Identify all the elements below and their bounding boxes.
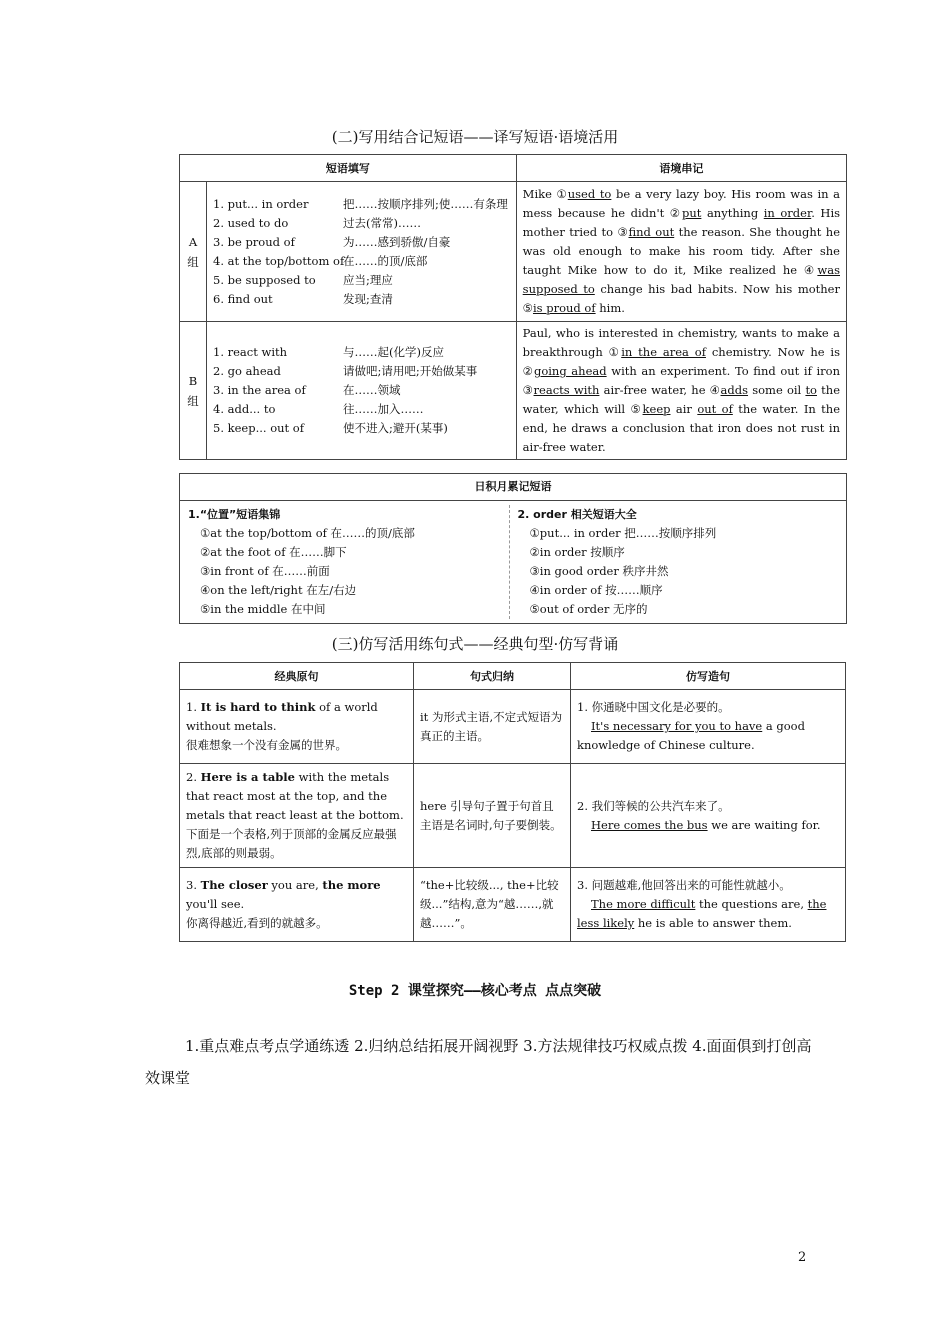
header-imitate: 仿写造句 <box>571 663 846 690</box>
phrase-en: 3. be proud of <box>213 234 295 249</box>
phrase-en: 1. react with <box>213 345 288 359</box>
group-b-phrases <box>207 322 517 460</box>
answer-blank: keep <box>642 402 671 416</box>
phrase-en: 4. at the top/bottom of <box>213 253 345 268</box>
group-a-phrase-6 <box>213 290 510 309</box>
context-text: the reason. She thought he was old enough to make his room tidy. After she taught Mike how to do it, Mike realized he ④ <box>522 225 840 277</box>
header-phrase-fill: 短语填写 <box>180 155 517 182</box>
phrase-en: 5. be supposed to <box>213 272 316 287</box>
context-text: . His mother tried to ③ <box>522 206 841 239</box>
group-a-label: A 组 <box>180 182 207 322</box>
phrase-en: 2. used to do <box>213 215 289 230</box>
context-text: the water. In the end, he draws a conclusion that iron does not rust in air-free water. <box>522 402 840 454</box>
order-item-3: ③in good order 秩序井然 <box>529 564 669 578</box>
header-original: 经典原句 <box>180 663 414 690</box>
header-pattern: 句式归纳 <box>414 663 571 690</box>
phrase-cn: 应当;理应 <box>343 272 393 287</box>
accumulate-title: 日积月累记短语 <box>180 474 846 501</box>
order-item-1: ①put... in order 把……按顺序排列 <box>529 526 717 540</box>
original-sentence-2: 2. Here is a table with the metals that react most at the top, and the metals that react least at the bottom. 下面是一个表格,列于顶部的金属反应最强烈,底部的则最弱。 <box>180 764 414 868</box>
context-text: him. <box>595 301 625 315</box>
group-b-label: B 组 <box>180 322 207 460</box>
phrase-cn: 发现;查清 <box>343 291 393 306</box>
group-a-phrase-5 <box>213 271 510 290</box>
original-sentence-3: 3. The closer you are, the more you'll see. 你离得越近,看到的就越多。 <box>180 868 414 942</box>
answer-blank: out of <box>697 402 733 416</box>
answer-blank: is proud of <box>532 301 596 315</box>
group-b-phrase-3 <box>213 381 510 400</box>
order-item-5: ⑤out of order 无序的 <box>529 602 648 616</box>
phrase-en: 3. in the area of <box>213 383 306 397</box>
group-a-phrase-1 <box>213 195 510 214</box>
position-item-4: ④on the left/right 在左/右边 <box>200 583 357 597</box>
order-phrases <box>509 505 839 619</box>
answer-blank: used to <box>567 187 612 201</box>
phrase-en: 4. add... to <box>213 402 276 416</box>
group-b-phrase-4 <box>213 400 510 419</box>
context-text: the water, which will ⑤ <box>522 383 841 416</box>
phrase-cn: 把……按顺序排列;使……有条理 <box>343 196 508 211</box>
answer-blank: in order <box>763 206 812 220</box>
group-a-phrase-4 <box>213 252 510 271</box>
answer-blank: going ahead <box>533 364 607 378</box>
answer-blank: was supposed to <box>522 263 840 296</box>
context-text: some oil <box>748 383 806 397</box>
answer-blank: to <box>805 383 817 397</box>
original-sentence-1: 1. It is hard to think of a world without metals. 很难想象一个没有金属的世界。 <box>180 690 414 764</box>
phrase-cn: 使不进入;避开(某事) <box>343 421 448 435</box>
step-heading: Step 2 课堂探究——核心考点 点点突破 <box>348 983 602 999</box>
position-phrases-title: 1.“位置”短语集锦 <box>188 508 281 521</box>
context-text: anything <box>701 206 764 220</box>
imitate-2: 2. 我们等候的公共汽车来了。 Here comes the bus we are waiting for. <box>571 764 846 868</box>
answer-blank: adds <box>720 383 749 397</box>
context-text: chemistry. Now he is ② <box>522 345 840 378</box>
group-a-phrase-3 <box>213 233 510 252</box>
phrase-cn: 与……起(化学)反应 <box>343 345 444 359</box>
imitate-1: 1. 你通晓中国文化是必要的。 It's necessary for you to have a good knowledge of Chinese culture. <box>571 690 846 764</box>
pattern-2: here 引导句子置于句首且主语是名词时,句子要倒装。 <box>414 764 571 868</box>
context-text: Paul, who is interested in chemistry, wants to make a breakthrough ① <box>522 326 840 359</box>
order-phrases-title: 2. order 相关短语大全 <box>517 508 637 521</box>
order-item-2: ②in order 按顺序 <box>529 545 625 559</box>
sentence-table <box>179 662 846 942</box>
context-text: with an experiment. To find out if iron ③ <box>522 364 840 397</box>
group-b-phrase-2 <box>213 362 510 381</box>
phrase-en: 2. go ahead <box>213 364 281 378</box>
pattern-1: it 为形式主语,不定式短语为真正的主语。 <box>414 690 571 764</box>
context-text: change his bad habits. Now his mother ⑤ <box>522 282 840 315</box>
position-phrases <box>188 505 509 619</box>
group-b-context <box>516 322 846 460</box>
pattern-3: “the+比较级..., the+比较级...”结构,意为“越……,就越……”。 <box>414 868 571 942</box>
group-a-phrase-2 <box>213 214 510 233</box>
group-a-context <box>516 182 846 322</box>
answer-blank: find out <box>628 225 675 239</box>
position-item-3: ③in front of 在……前面 <box>200 564 330 578</box>
page-number: 2 <box>798 1250 807 1265</box>
header-context: 语境串记 <box>516 155 846 182</box>
phrase-table <box>179 154 847 460</box>
phrase-cn: 在……的顶/底部 <box>343 253 428 268</box>
group-b-phrase-1 <box>213 343 510 362</box>
context-text: air <box>670 402 698 416</box>
phrase-cn: 请做吧;请用吧;开始做某事 <box>343 364 478 378</box>
phrase-en: 1. put... in order <box>213 196 309 211</box>
step-paragraph: 1.重点难点考点学通练透 2.归纳总结拓展开阔视野 3.方法规律技巧权威点拨 4.面面俱到打创高效课堂 <box>145 1037 812 1087</box>
accumulate-box <box>179 473 847 624</box>
section-title-sentences: (三)仿写活用练句式——经典句型·仿写背诵 <box>331 635 619 653</box>
answer-blank: reacts with <box>533 383 600 397</box>
context-text: air-free water, he ④ <box>599 383 721 397</box>
phrase-cn: 在……领域 <box>343 383 401 397</box>
position-item-2: ②at the foot of 在……脚下 <box>200 545 347 559</box>
answer-blank: put <box>682 206 702 220</box>
imitate-3: 3. 问题越难,他回答出来的可能性就越小。 The more difficult the questions are, the less likely he is able to answer them. <box>571 868 846 942</box>
group-b-phrase-5 <box>213 419 510 438</box>
group-a-phrases <box>207 182 517 322</box>
answer-blank: in the area of <box>621 345 706 359</box>
context-text: be a very lazy boy. His room was in a mess because he didn't ② <box>522 187 841 220</box>
phrase-en: 6. find out <box>213 291 273 306</box>
phrase-cn: 为……感到骄傲/自豪 <box>343 234 451 249</box>
context-text: Mike ① <box>522 187 568 201</box>
section-title-phrases: (二)写用结合记短语——译写短语·语境活用 <box>331 128 619 146</box>
position-item-5: ⑤in the middle 在中间 <box>200 602 326 616</box>
position-item-1: ①at the top/bottom of 在……的顶/底部 <box>200 526 415 540</box>
order-item-4: ④in order of 按……顺序 <box>529 583 663 597</box>
phrase-en: 5. keep... out of <box>213 421 304 435</box>
phrase-cn: 往……加入…… <box>343 402 424 416</box>
phrase-cn: 过去(常常)…… <box>343 215 421 230</box>
